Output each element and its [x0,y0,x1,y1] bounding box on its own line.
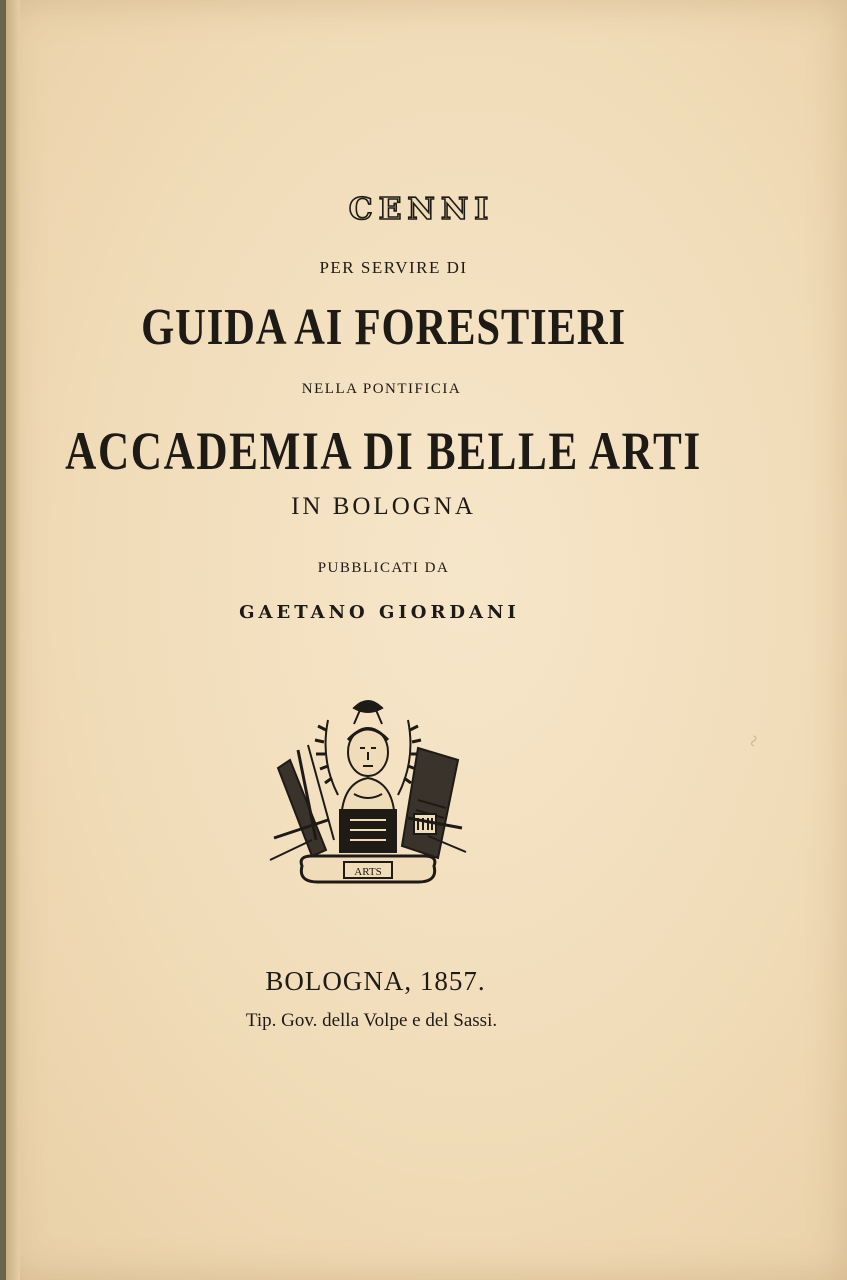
main-title-guida: GUIDA AI FORESTIERI [141,299,626,356]
arts-emblem-icon [268,690,468,895]
location-line: IN BOLOGNA [291,493,476,520]
title-cenni: CENNI [348,192,495,227]
emblem-label: ARTS [354,866,382,878]
published-by-line: PUBBLICATI DA [317,560,450,576]
main-title-accademia: ACCADEMIA DI BELLE ARTI [65,421,702,481]
subtitle-line: PER SERVIRE DI [319,258,468,277]
printer-line: Tip. Gov. della Volpe e del Sassi. [245,1010,498,1031]
author-name: GAETANO GIORDANI [239,602,520,623]
place-year: BOLOGNA, 1857. [265,966,486,996]
subtitle-pontificia: NELLA PONTIFICIA [301,381,462,397]
pencil-mark: ~ [739,730,768,751]
